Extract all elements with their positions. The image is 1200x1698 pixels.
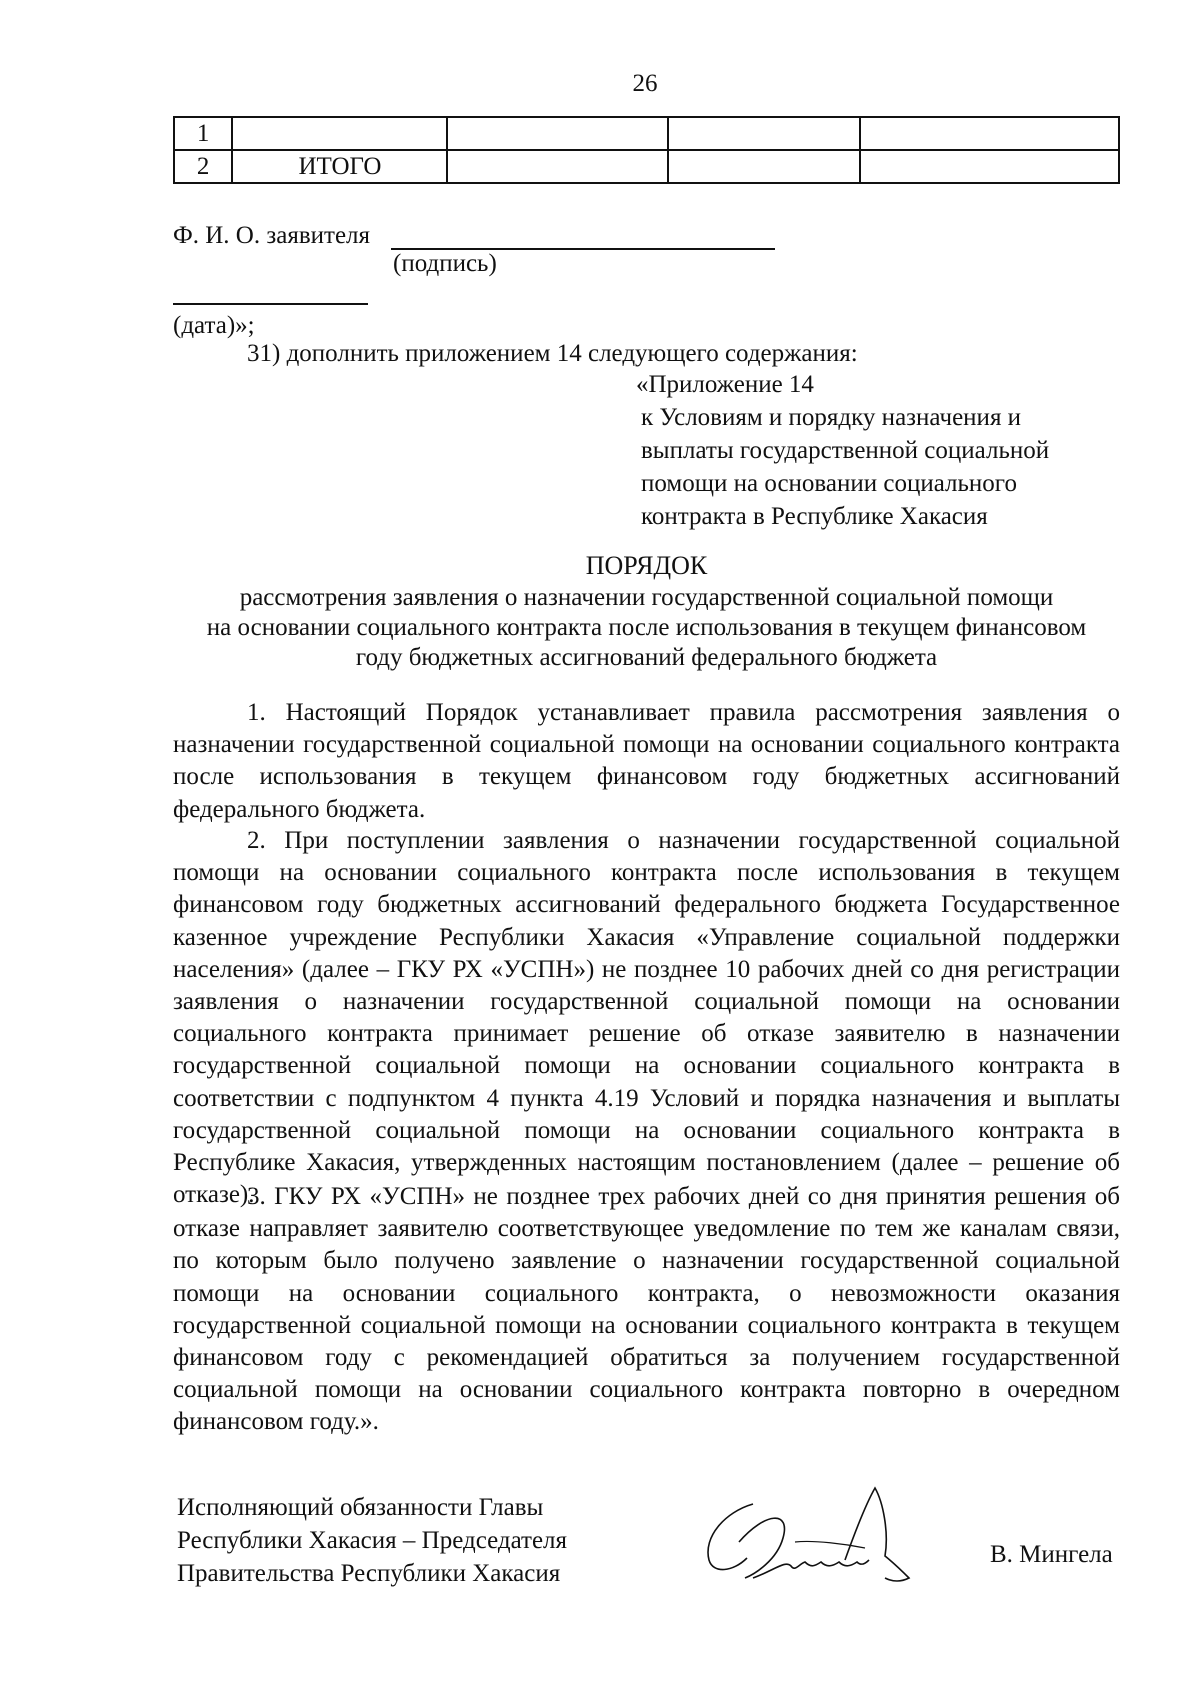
- signatory-position-line: Республики Хакасия – Председателя: [177, 1527, 568, 1554]
- summary-table: [173, 116, 1120, 184]
- date-line: [173, 303, 368, 305]
- paragraph-3: 3. ГКУ РХ «УСПН» не позднее трех рабочих дней со дня принятия решения об отказе направляет заявителю соответствующее уведомление по тем же каналам связи, по которым было получено заявление о назначении государственной социальной помощи на основании социального контракта, о невозможности оказания государственной социальной помощи на основании социального контракта в текущем финансовом году с рекомендацией обратиться за получением государственной социальной помощи на основании социального контракта повторно в очередном финансовом году.».: [173, 1183, 1120, 1436]
- table-cell-name: ИТОГО: [232, 150, 447, 183]
- date-caption: (дата)»;: [173, 312, 255, 339]
- applicant-fio-label: Ф. И. О. заявителя: [173, 222, 371, 249]
- signatory-name: В. Мингела: [990, 1541, 1113, 1568]
- paragraph-1: 1. Настоящий Порядок устанавливает правила рассмотрения заявления о назначении государственной социальной помощи на основании социального контракта после использования в текущем финансовом году бюджетных ассигнований федерального бюджета.: [173, 699, 1120, 823]
- order-subtitle-line: рассмотрения заявления о назначении государственной социальной помощи: [239, 584, 1054, 611]
- table-row: [174, 150, 1119, 183]
- table-cell-name: [232, 117, 447, 150]
- annex-line: к Условиям и порядку назначения и: [641, 404, 1022, 431]
- table-cell: [668, 150, 859, 183]
- table-cell: [860, 117, 1119, 150]
- order-subtitle-line: на основании социального контракта после использования в текущем финансовом: [206, 614, 1087, 641]
- paragraph-2: 2. При поступлении заявления о назначении государственной социальной помощи на основании социального контракта после использования в текущем финансовом году бюджетных ассигнований федерального бюджета Государственное казенное учреждение Республики Хакасия «Управление социальной поддержки населения» (далее – ГКУ РХ «УСПН») не позднее 10 рабочих дней со дня регистрации заявления о назначении государственной социальной помощи на основании социального контракта принимает решение об отказе заявителю в назначении государственной социальной помощи на основании социального контракта в соответствии с подпунктом 4 пункта 4.19 Условий и порядка назначения и выплаты государственной социальной помощи на основании социального контракта в Республике Хакасия, утвержденных настоящим постановлением (далее – решение об отказе).: [173, 827, 1120, 1209]
- page-number: 26: [632, 70, 658, 97]
- order-subtitle: [173, 583, 1120, 673]
- table-cell: [447, 117, 668, 150]
- table-cell-number: 2: [174, 150, 232, 183]
- signature-caption: (подпись): [393, 250, 497, 277]
- annex-block: [636, 368, 1049, 533]
- table-cell: [447, 150, 668, 183]
- signatory-position-line: Правительства Республики Хакасия: [177, 1560, 561, 1587]
- order-subtitle-line: году бюджетных ассигнований федерального бюджета: [355, 644, 938, 671]
- instruction-text: 31) дополнить приложением 14 следующего содержания:: [247, 340, 858, 367]
- signatory-position: [177, 1491, 567, 1590]
- handwritten-signature: [695, 1482, 925, 1592]
- signatory-position-line: Исполняющий обязанности Главы: [177, 1494, 544, 1521]
- annex-title: «Приложение 14: [636, 371, 814, 398]
- annex-line: помощи на основании социального: [641, 470, 1017, 497]
- table-row: [174, 117, 1119, 150]
- annex-line: выплаты государственной социальной: [641, 437, 1050, 464]
- order-heading: ПОРЯДОК: [585, 551, 708, 580]
- table-cell-number: 1: [174, 117, 232, 150]
- annex-line: контракта в Республике Хакасия: [641, 503, 988, 530]
- table-cell: [860, 150, 1119, 183]
- table-cell: [668, 117, 859, 150]
